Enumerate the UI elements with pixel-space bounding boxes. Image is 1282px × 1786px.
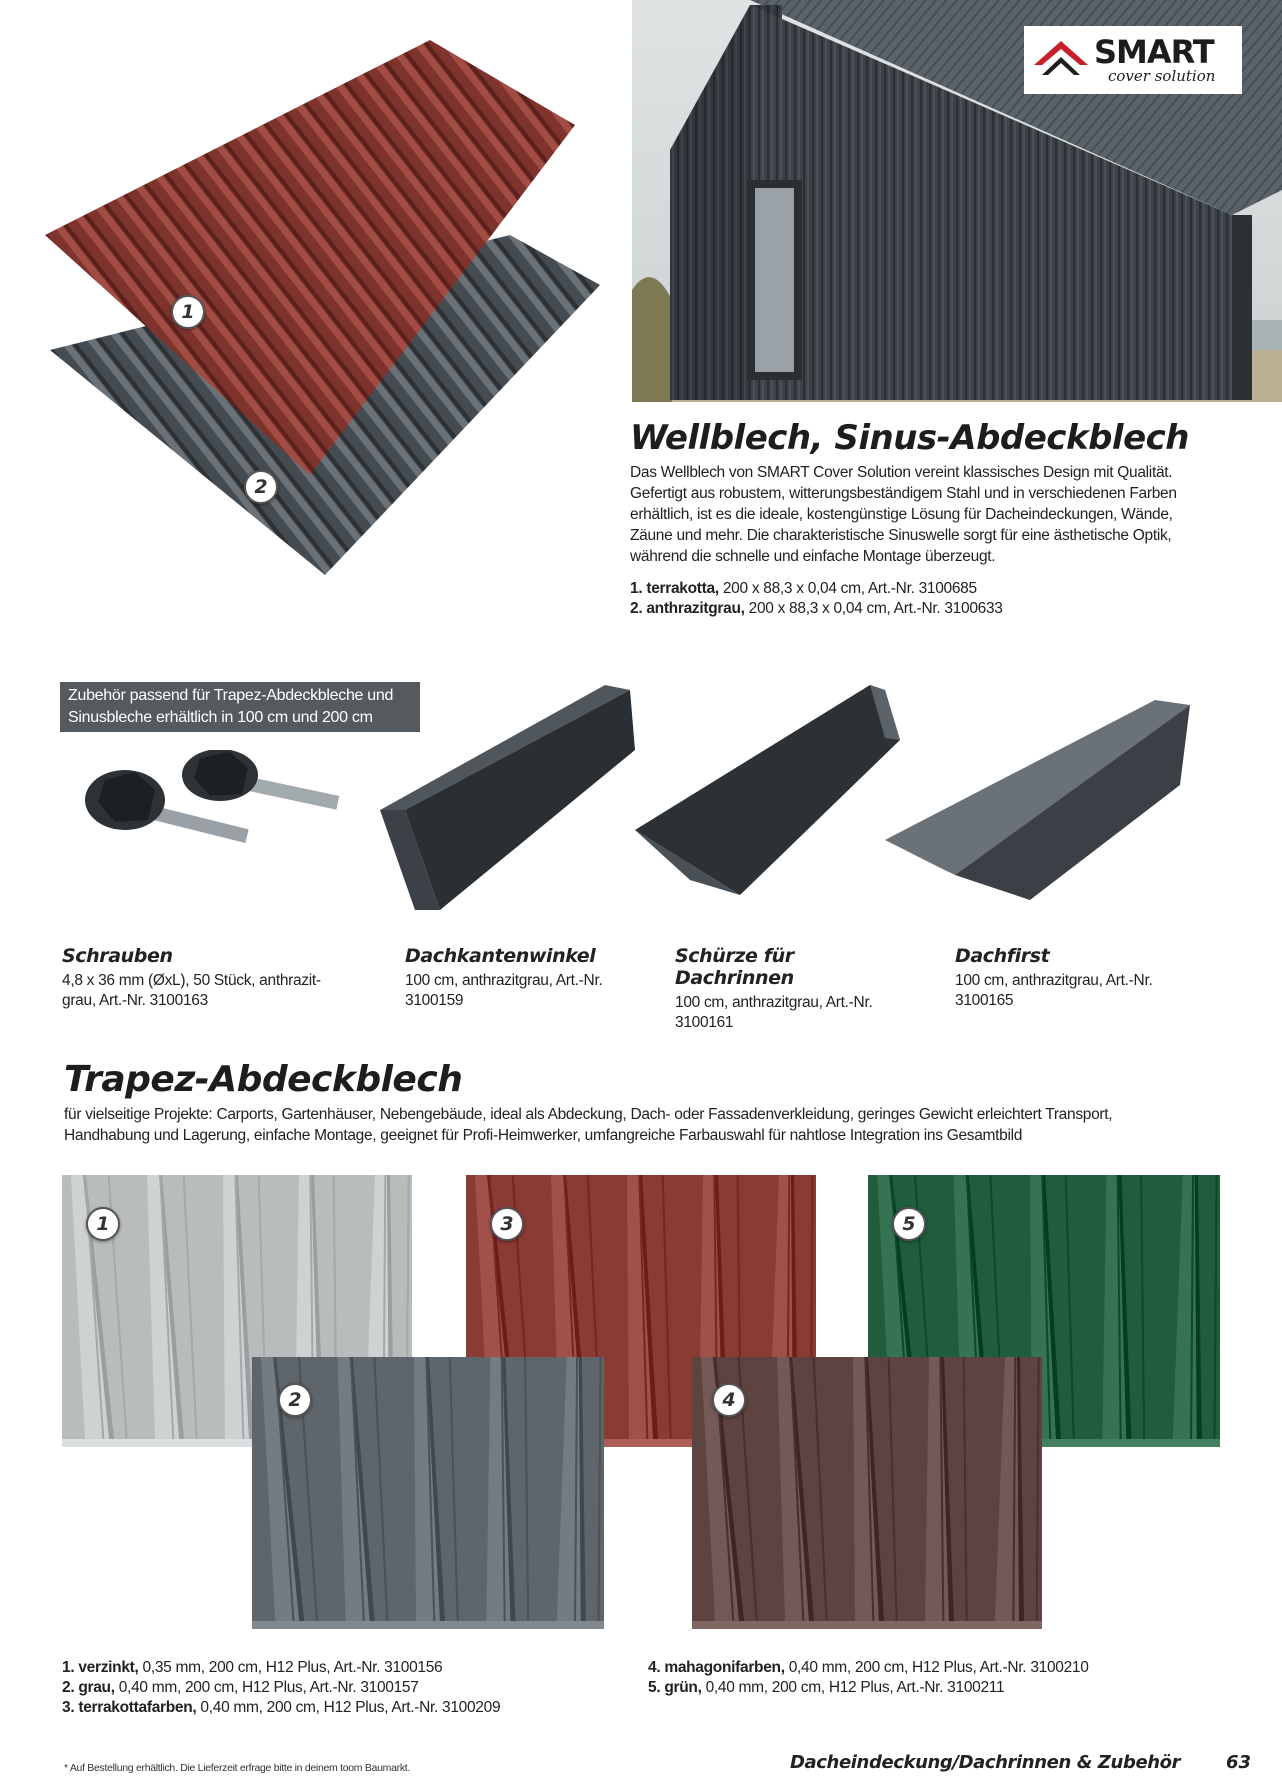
accessory-desc: 100 cm, anthrazitgrau, Art.-Nr. 3100159 xyxy=(405,972,603,1009)
wellblech-description: Das Wellblech von SMART Cover Solution vereint klassisches Design mit Qualität. Gefertigt aus robustem, witterungsbeständigem Stahl und in verschiedenen Farben erhältlich, ist es die ideale, kostengünstige Lösung für Dacheindeckungen, Wände, Zäune und mehr. Die charakteristische Sinuswelle sorgt für eine ästhetische Optik, während die schnelle und einfache Montage überzeugt. xyxy=(630,464,1177,565)
wellblech-title: Wellblech, Sinus-Abdeckblech xyxy=(630,418,1189,458)
accessory-title: Dachkantenwinkel xyxy=(405,945,596,967)
badge-2: 2 xyxy=(244,470,278,504)
screws-image xyxy=(70,750,340,880)
trapez-variant-5: 5. grün, 0,40 mm, 200 cm, H12 Plus, Art.-Nr. 3100211 xyxy=(648,1679,1005,1696)
corrugated-sheets-illustration xyxy=(40,30,630,590)
accessory-desc: 100 cm, anthrazitgrau, Art.-Nr. 3100165 xyxy=(955,972,1153,1009)
accessory-schuerze xyxy=(675,945,905,1033)
trapez-section xyxy=(64,1058,1234,1146)
brand-name: SMART xyxy=(1094,33,1214,71)
panel-badge-1: 1 xyxy=(86,1207,120,1241)
trapez-variant-3: 3. terrakottafarben, 0,40 mm, 200 cm, H12 Plus, Art.-Nr. 3100209 xyxy=(62,1699,501,1716)
wellblech-section xyxy=(630,418,1230,619)
trapez-title: Trapez-Abdeckblech xyxy=(64,1059,463,1100)
shed-photo xyxy=(632,0,1282,402)
wellblech-variants xyxy=(630,579,1230,619)
trapez-variants-right xyxy=(648,1658,1208,1698)
ridge-cap-illustration xyxy=(880,690,1200,910)
accessory-desc: 100 cm, anthrazitgrau, Art.-Nr. 3100161 xyxy=(675,994,873,1031)
dachfirst-image xyxy=(880,690,1200,910)
accessory-desc: 4,8 x 36 mm (ØxL), 50 Stück, anthrazit-grau, Art.-Nr. 3100163 xyxy=(62,972,321,1009)
panel-badge-3: 3 xyxy=(490,1207,524,1241)
badge-1: 1 xyxy=(171,295,205,329)
trapez-description: für vielseitige Projekte: Carports, Gartenhäuser, Nebengebäude, ideal als Abdeckung, Dach- oder Fassadenverkleidung, geringes Gewicht erleichtert Transport, Handhabung und Lagerung, einfache Montage, geeignet für Profi-Heimwerker, umfangreiche Farbauswahl für nahtlose Integration ins Gesamtbild xyxy=(64,1106,1113,1144)
accessory-schrauben xyxy=(62,945,352,1011)
accessory-dachkantenwinkel xyxy=(405,945,605,1011)
trapez-panel-4 xyxy=(692,1357,1042,1629)
panel-badge-5: 5 xyxy=(892,1207,926,1241)
accessory-dachfirst xyxy=(955,945,1155,1011)
smart-roof-logo-icon xyxy=(1032,35,1090,85)
panel-edge xyxy=(692,1621,1042,1629)
trapez-variants-left xyxy=(62,1658,622,1718)
accessory-title: Schrauben xyxy=(62,945,173,967)
footer-section-title: Dacheindeckung/Dachrinnen & Zubehör xyxy=(790,1752,1181,1773)
wellblech-variant-2: 2. anthrazitgrau, 200 x 88,3 x 0,04 cm, Art.-Nr. 3100633 xyxy=(630,600,1003,617)
footnote: * Auf Bestellung erhältlich. Die Lieferzeit erfrage bitte in deinem toom Baumarkt. xyxy=(64,1762,411,1774)
trapez-variant-4: 4. mahagonifarben, 0,40 mm, 200 cm, H12 Plus, Art.-Nr. 3100210 xyxy=(648,1659,1089,1676)
accessory-title: Dachfirst xyxy=(955,945,1050,967)
trapez-variant-2: 2. grau, 0,40 mm, 200 cm, H12 Plus, Art.-Nr. 3100157 xyxy=(62,1679,419,1696)
accessory-title: Schürze für Dachrinnen xyxy=(675,945,794,989)
wellblech-product-image xyxy=(40,30,630,590)
smart-logo xyxy=(1024,26,1242,94)
accessory-note-banner xyxy=(60,682,420,732)
trapez-variant-1: 1. verzinkt, 0,35 mm, 200 cm, H12 Plus, Art.-Nr. 3100156 xyxy=(62,1659,443,1676)
panel-badge-2: 2 xyxy=(278,1383,312,1417)
screws-illustration xyxy=(70,750,340,880)
edge-angle-illustration xyxy=(375,680,645,920)
panel-badge-4: 4 xyxy=(712,1383,746,1417)
panel-edge xyxy=(252,1621,604,1629)
page-number: 63 xyxy=(1226,1752,1252,1773)
accessory-note-text: Zubehör passend für Trapez-Abdeckbleche und Sinusbleche erhältlich in 100 cm und 200 cm xyxy=(68,687,394,726)
trapez-panel-2 xyxy=(252,1357,604,1629)
brand-tagline: cover solution xyxy=(1108,67,1216,85)
wellblech-variant-1: 1. terrakotta, 200 x 88,3 x 0,04 cm, Art.-Nr. 3100685 xyxy=(630,580,977,597)
dachkantenwinkel-image xyxy=(375,680,645,920)
